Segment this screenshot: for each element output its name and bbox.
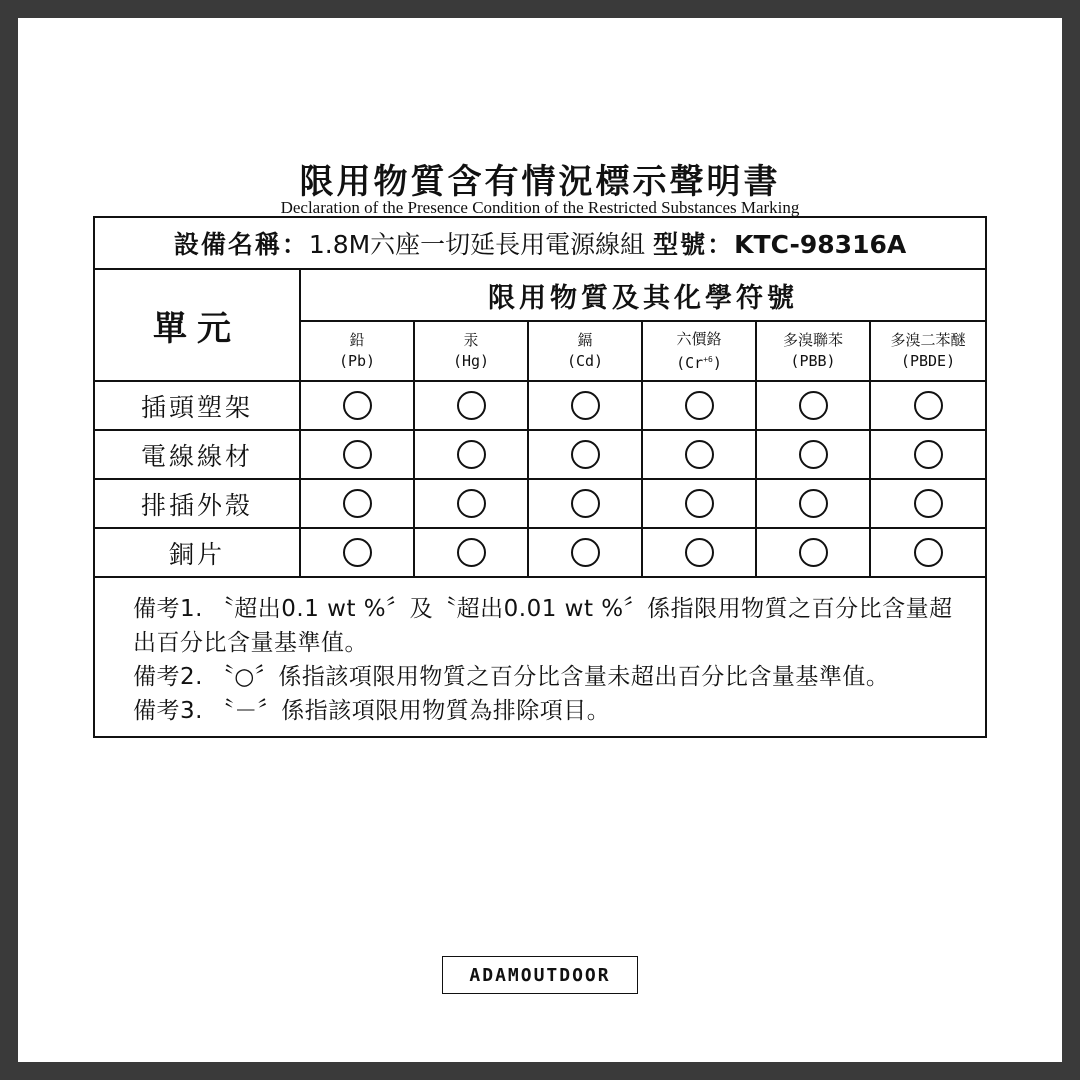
substance-symbol <box>643 349 755 374</box>
circle-mark-icon <box>571 489 600 518</box>
unit-name-cell: 電線線材 <box>94 430 300 479</box>
mark-cell <box>642 381 756 430</box>
circle-mark-icon <box>799 489 828 518</box>
substance-symbol-text: (Cr <box>676 353 704 372</box>
substance-name: 多溴二苯醚 <box>890 331 966 349</box>
table-row <box>94 479 986 528</box>
circle-mark-icon <box>685 489 714 518</box>
mark-cell <box>642 479 756 528</box>
circle-mark-icon <box>914 489 943 518</box>
mark-cell <box>870 381 986 430</box>
substance-symbol: (Pb) <box>338 352 376 370</box>
circle-mark-icon <box>914 391 943 420</box>
substance-symbol-close: ) <box>712 353 722 372</box>
mark-cell <box>756 381 870 430</box>
mark-cell <box>300 430 414 479</box>
model-value: KTC-98316A <box>734 230 907 259</box>
mark-cell <box>642 528 756 577</box>
table-row <box>94 381 986 430</box>
mark-cell <box>528 381 642 430</box>
restricted-substances-table <box>93 216 987 738</box>
substances-group-header: 限用物質及其化學符號 <box>300 269 986 321</box>
substance-symbol: (PBB) <box>790 352 836 370</box>
mark-cell <box>528 479 642 528</box>
substance-header-cell <box>300 321 414 381</box>
circle-mark-icon <box>799 391 828 420</box>
substance-symbol: (Hg) <box>452 352 490 370</box>
mark-cell <box>300 528 414 577</box>
unit-name-cell: 排插外殼 <box>94 479 300 528</box>
device-info-row <box>94 217 986 269</box>
substance-name: 汞 <box>463 331 479 349</box>
circle-mark-icon <box>457 440 486 469</box>
mark-cell <box>756 430 870 479</box>
substance-name: 鎘 <box>577 331 593 349</box>
unit-name-cell: 銅片 <box>94 528 300 577</box>
circle-mark-icon <box>343 538 372 567</box>
circle-mark-icon <box>914 440 943 469</box>
substance-symbol: (PBDE) <box>900 352 956 370</box>
circle-mark-icon <box>685 440 714 469</box>
mark-cell <box>528 430 642 479</box>
circle-mark-icon <box>343 489 372 518</box>
substance-name: 六價鉻 <box>676 329 722 348</box>
circle-mark-icon <box>457 391 486 420</box>
substance-header-cell <box>642 321 756 381</box>
mark-cell <box>870 479 986 528</box>
circle-mark-icon <box>343 440 372 469</box>
circle-mark-icon <box>571 391 600 420</box>
page-title: 限用物質含有情況標示聲明書 <box>299 162 781 202</box>
substance-symbol-superscript: +6 <box>703 354 713 364</box>
substance-name: 鉛 <box>349 331 365 349</box>
note-line: 備考1. 〝超出0.1 wt %〞及〝超出0.01 wt %〞係指限用物質之百分比含量超出百分比含量基準值。 <box>133 596 953 656</box>
circle-mark-icon <box>799 538 828 567</box>
mark-cell <box>756 528 870 577</box>
notes-cell <box>94 577 986 737</box>
brand-logo: ADAMOUTDOOR <box>442 956 638 994</box>
model-label: 型號： <box>653 230 735 259</box>
device-name-value: 1.8M六座一切延長用電源線組 <box>308 230 646 259</box>
mark-cell <box>414 430 528 479</box>
mark-cell <box>300 381 414 430</box>
substance-header-cell <box>870 321 986 381</box>
mark-cell <box>528 528 642 577</box>
substance-header-cell <box>528 321 642 381</box>
substance-symbol: (Cd) <box>566 352 604 370</box>
circle-mark-icon <box>343 391 372 420</box>
circle-mark-icon <box>457 538 486 567</box>
page-subtitle: Declaration of the Presence Condition of the Restricted Substances Marking <box>280 198 800 217</box>
substance-header-cell <box>414 321 528 381</box>
circle-mark-icon <box>571 538 600 567</box>
substance-name: 多溴聯苯 <box>782 331 843 349</box>
notes-row <box>94 577 986 737</box>
declaration-card <box>18 18 1062 1062</box>
circle-mark-icon <box>685 391 714 420</box>
mark-cell <box>414 479 528 528</box>
device-name-label: 設備名稱： <box>173 230 309 259</box>
mark-cell <box>870 430 986 479</box>
mark-cell <box>414 381 528 430</box>
mark-cell <box>642 430 756 479</box>
circle-mark-icon <box>571 440 600 469</box>
group-header-row <box>94 269 986 321</box>
table-row <box>94 430 986 479</box>
device-info-cell <box>94 217 986 269</box>
mark-cell <box>756 479 870 528</box>
mark-cell <box>300 479 414 528</box>
unit-name-cell: 插頭塑架 <box>94 381 300 430</box>
table-row <box>94 528 986 577</box>
mark-cell <box>414 528 528 577</box>
circle-mark-icon <box>914 538 943 567</box>
circle-mark-icon <box>685 538 714 567</box>
unit-header: 單元 <box>94 269 300 381</box>
note-line: 備考3. 〝－〞係指該項限用物質為排除項目。 <box>133 698 611 724</box>
mark-cell <box>870 528 986 577</box>
circle-mark-icon <box>457 489 486 518</box>
note-line: 備考2. 〝○〞係指該項限用物質之百分比含量未超出百分比含量基準值。 <box>133 664 890 690</box>
substance-header-cell <box>756 321 870 381</box>
table-body <box>94 381 986 577</box>
circle-mark-icon <box>799 440 828 469</box>
